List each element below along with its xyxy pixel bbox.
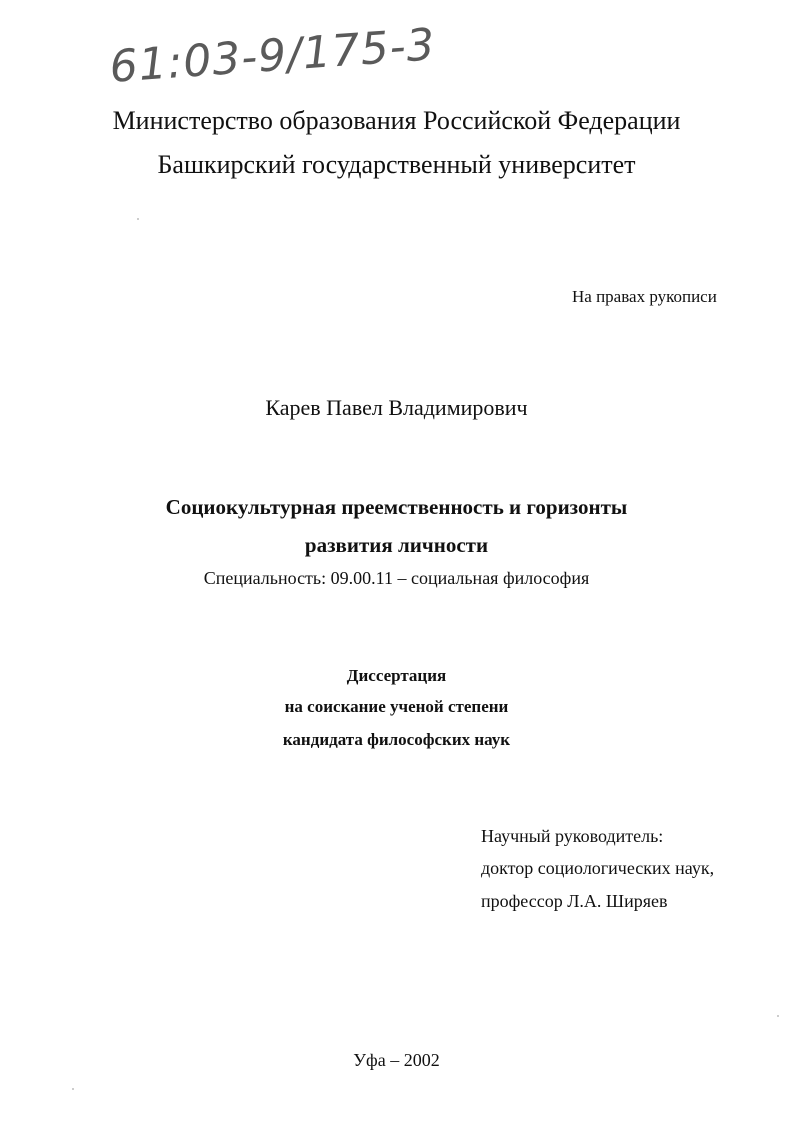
scan-speck <box>777 1015 779 1017</box>
manuscript-rights-note: На правах рукописи <box>572 287 717 306</box>
scan-speck <box>137 218 139 220</box>
advisor-label: Научный руководитель: <box>481 826 664 846</box>
archive-code-handwritten: 61:03-9/175-3 <box>108 19 438 93</box>
degree-name-line: кандидата философских наук <box>282 730 511 749</box>
advisor-degree: доктор социологических наук, <box>481 858 715 878</box>
city-year: Уфа – 2002 <box>353 1050 440 1070</box>
dissertation-label: Диссертация <box>346 666 447 685</box>
thesis-title-line-2: развития личности <box>304 533 489 557</box>
university-heading: Башкирский государственный университет <box>157 150 636 179</box>
ministry-heading: Министерство образования Российской Федерации <box>112 106 681 135</box>
degree-purpose-line: на соискание ученой степени <box>284 697 509 716</box>
thesis-title-line-1: Социокультурная преемственность и горизонты <box>165 495 628 519</box>
scan-speck <box>72 1088 74 1090</box>
specialty-line: Специальность: 09.00.11 – социальная философия <box>203 568 590 588</box>
advisor-name: профессор Л.А. Ширяев <box>481 891 668 911</box>
author-name: Карев Павел Владимирович <box>265 395 528 420</box>
